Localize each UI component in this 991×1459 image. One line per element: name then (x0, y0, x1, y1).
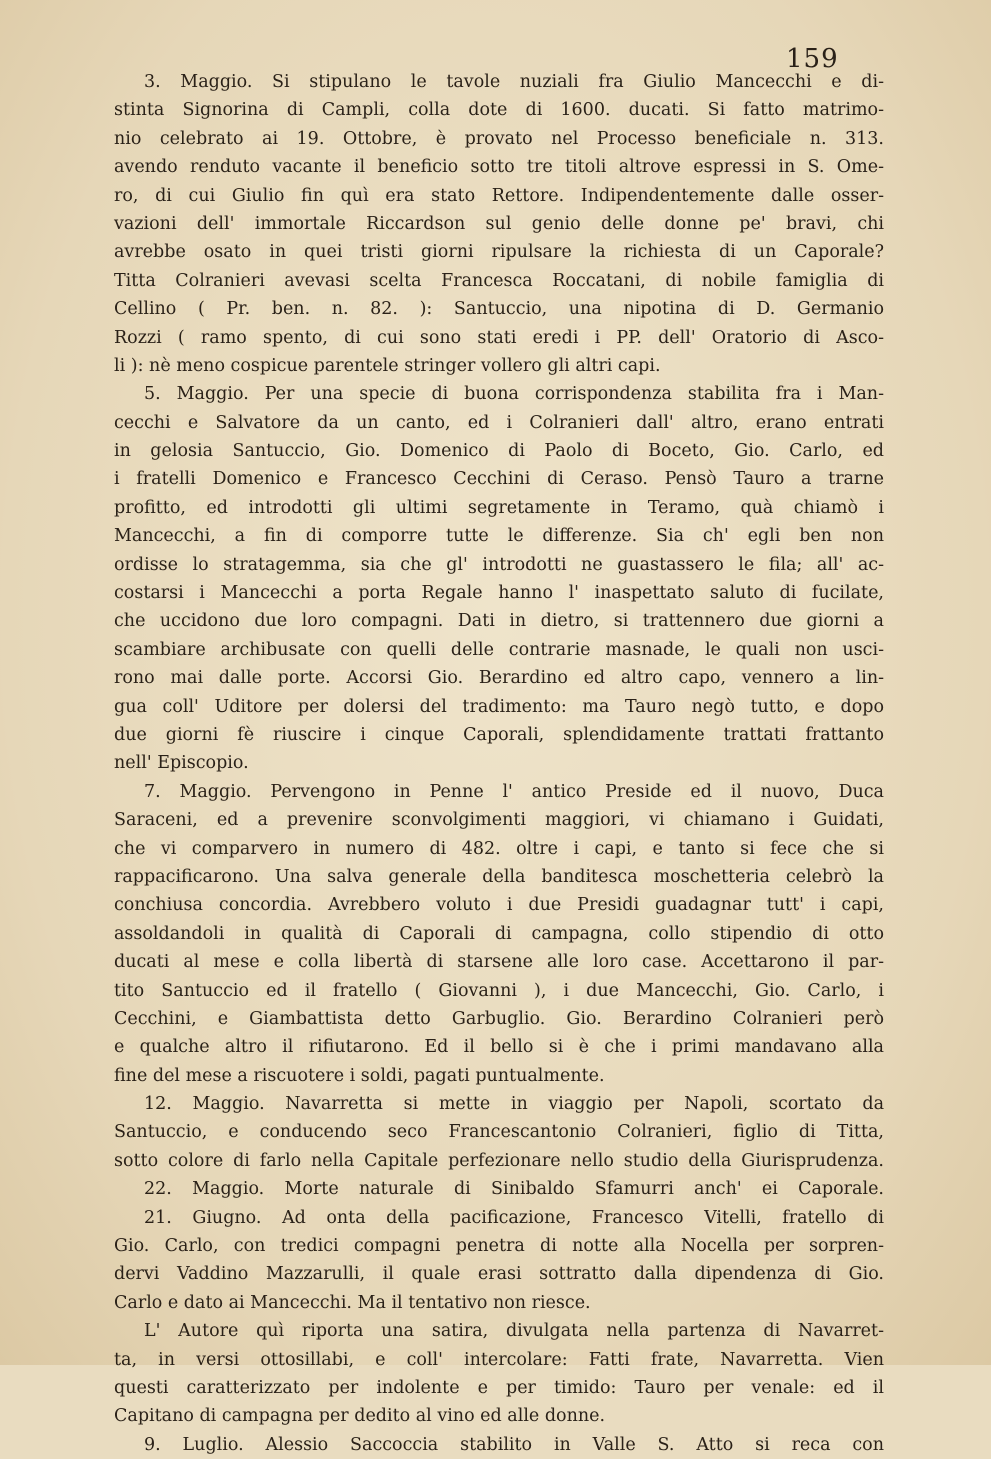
text-line: nell' Episcopio. (114, 753, 249, 774)
text-line: che uccidono due loro compagni. Dati in dietro, si trattennero due giorni a (114, 611, 884, 632)
text-line: 12. Maggio. Navarretta si mette in viaggio per Napoli, scortato da (144, 1094, 884, 1115)
text-line: due giorni fè riuscire i cinque Caporali, splendidamente trattati frattanto (114, 724, 884, 745)
text-line: stinta Signorina di Campli, colla dote di 1600. ducati. Si fatto matrimo- (114, 100, 884, 121)
text-line: Mancecchi, a fin di comporre tutte le differenze. Sia ch' egli ben non (114, 526, 884, 547)
text-line: vazioni dell' immortale Riccardson sul genio delle donne pe' bravi, chi (114, 213, 884, 234)
text-line: Titta Colranieri avevasi scelta Francesca Roccatani, di nobile famiglia di (114, 270, 884, 291)
text-line: 7. Maggio. Pervengono in Penne l' antico Preside ed il nuovo, Duca (144, 781, 884, 802)
text-line: tito Santuccio ed il fratello ( Giovanni ), i due Mancecchi, Gio. Carlo, i (114, 980, 884, 1001)
text-line: 9. Luglio. Alessio Saccoccia stabilito in Valle S. Atto si reca con (144, 1434, 884, 1455)
text-line: cecchi e Salvatore da un canto, ed i Colranieri dall' altro, erano entrati (114, 412, 884, 433)
text-line: Capitano di campagna per dedito al vino ed alle donne. (114, 1406, 606, 1427)
text-line: conchiusa concordia. Avrebbero voluto i due Presidi guadagnar tutt' i capi, (114, 895, 884, 916)
text-line: rono mai dalle porte. Accorsi Gio. Berardino ed altro capo, vennero a lin- (114, 668, 884, 689)
text-line: assoldandoli in qualità di Caporali di campagna, collo stipendio di otto (114, 923, 884, 944)
text-line: Cellino ( Pr. ben. n. 82. ): Santuccio, una nipotina di D. Germanio (114, 299, 884, 320)
text-line: Gio. Carlo, con tredici compagni penetra di notte alla Nocella per sorpren- (114, 1236, 884, 1257)
text-line: Saraceni, ed a prevenire sconvolgimenti maggiori, vi chiamano i Guidati, (114, 810, 884, 831)
text-line: fine del mese a riscuotere i soldi, pagati puntualmente. (114, 1065, 605, 1086)
text-line: costarsi i Mancecchi a porta Regale hanno l' inaspettato saluto di fucilate, (114, 583, 884, 604)
text-line: avendo renduto vacante il beneficio sotto tre titoli altrove espressi in S. Ome- (114, 157, 884, 178)
text-line: ta, in versi ottosillabi, e coll' intercolare: Fatti frate, Navarretta. Vien (114, 1349, 884, 1370)
text-line: Santuccio, e conducendo seco Francescantonio Colranieri, figlio di Titta, (114, 1122, 884, 1143)
text-line: Cecchini, e Giambattista detto Garbuglio. Gio. Berardino Colranieri però (114, 1008, 884, 1029)
text-line: 5. Maggio. Per una specie di buona corrispondenza stabilita fra i Man- (144, 384, 884, 405)
text-line: questi caratterizzato per indolente e per timido: Tauro per venale: ed il (114, 1377, 884, 1398)
text-line: gua coll' Uditore per dolersi del tradimento: ma Tauro negò tutto, e dopo (114, 696, 884, 717)
text-line: 22. Maggio. Morte naturale di Sinibaldo Sfamurri anch' ei Caporale. (144, 1179, 884, 1200)
text-line: profitto, ed introdotti gli ultimi segretamente in Teramo, quà chiamò i (114, 497, 884, 518)
text-line: nio celebrato ai 19. Ottobre, è provato nel Processo beneficiale n. 313. (114, 128, 884, 149)
text-line: che vi comparvero in numero di 482. oltre i capi, e tanto si fece che si (114, 838, 884, 859)
text-line: i fratelli Domenico e Francesco Cecchini di Ceraso. Pensò Tauro a trarne (114, 469, 884, 490)
text-line: Rozzi ( ramo spento, di cui sono stati eredi i PP. dell' Oratorio di Asco- (114, 327, 884, 348)
text-line: scambiare archibusate con quelli delle contrarie masnade, le quali non usci- (114, 639, 884, 660)
text-line: ducati al mese e colla libertà di starsene alle loro case. Accettarono il par- (114, 952, 884, 973)
text-line: li ): nè meno cospicue parentele stringer vollero gli altri capi. (114, 355, 661, 376)
text-line: sotto colore di farlo nella Capitale perfezionare nello studio della Giurisprudenza. (114, 1150, 884, 1171)
text-line: ordisse lo stratagemma, sia che gl' introdotti ne guastassero le fila; all' ac- (114, 554, 884, 575)
text-line: dervi Vaddino Mazzarulli, il quale erasi sottratto dalla dipendenza di Gio. (114, 1264, 884, 1285)
text-line: ro, di cui Giulio fin quì era stato Rettore. Indipendentemente dalle osser- (114, 185, 884, 206)
text-line: Carlo e dato ai Mancecchi. Ma il tentativo non riesce. (114, 1292, 591, 1313)
text-line: in gelosia Santuccio, Gio. Domenico di Paolo di Boceto, Gio. Carlo, ed (114, 441, 884, 462)
page-number: 159 (786, 44, 839, 74)
text-line: avrebbe osato in quei tristi giorni ripulsare la richiesta di un Caporale? (114, 242, 884, 263)
text-line: 21. Giugno. Ad onta della pacificazione, Francesco Vitelli, fratello di (144, 1207, 884, 1228)
text-body (114, 68, 884, 1459)
text-line: rappacificarono. Una salva generale della banditesca moschetteria celebrò la (114, 866, 884, 887)
text-line: L' Autore quì riporta una satira, divulgata nella partenza di Navarret- (144, 1321, 884, 1342)
text-line: 3. Maggio. Si stipulano le tavole nuziali fra Giulio Mancecchi e di- (144, 72, 884, 92)
text-line: e qualche altro il rifiutarono. Ed il bello si è che i primi mandavano alla (114, 1037, 884, 1058)
